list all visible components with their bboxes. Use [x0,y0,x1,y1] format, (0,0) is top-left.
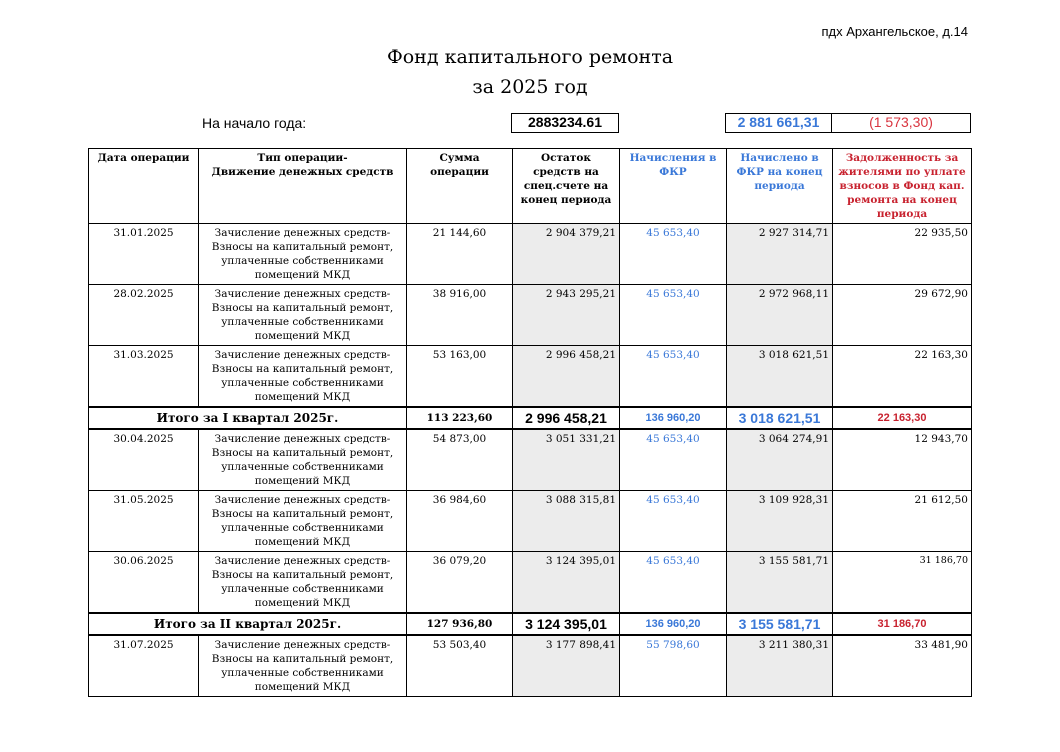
quarter-total-row [89,613,972,635]
cell-balance: 3 124 395,01 [513,552,620,614]
table-row [89,224,972,285]
cell-charge: 45 653,40 [620,346,727,408]
opening-accrued: 2 881 661,31 [726,114,832,132]
cell-sum: 38 916,00 [407,285,513,346]
cell-sum: 21 144,60 [407,224,513,285]
cell-accrued: 2 927 314,71 [727,224,833,285]
cell-charge: 45 653,40 [620,429,727,491]
cell-sum: 36 984,60 [407,491,513,552]
cell-charge: 55 798,60 [620,635,727,697]
cell-description: Зачисление денежных средств-Взносы на капитальный ремонт, уплаченные собственниками помещений МКД [199,224,407,285]
total-charge: 136 960,20 [620,407,727,429]
total-balance: 2 996 458,21 [513,407,620,429]
cell-accrued: 3 109 928,31 [727,491,833,552]
opening-debt: (1 573,30) [869,114,933,130]
col-header-charge: Начисления в ФКР [620,149,727,224]
ledger-table [88,148,972,697]
opening-label: На начало года: [202,115,307,131]
col-header-sum: Сумма операции [407,149,513,224]
table-header-row [89,149,972,224]
page-title: Фонд капитального ремонта [386,46,674,68]
cell-charge: 45 653,40 [620,224,727,285]
cell-debt: 22 163,30 [833,346,972,408]
cell-debt: 33 481,90 [833,635,972,697]
col-header-type-line1: Тип операции- [257,152,348,164]
cell-date: 30.06.2025 [89,552,199,614]
quarter-total-row [89,407,972,429]
total-balance: 3 124 395,01 [513,613,620,635]
cell-accrued: 2 972 968,11 [727,285,833,346]
total-debt: 22 163,30 [833,407,972,429]
total-sum: 127 936,80 [407,613,513,635]
cell-description: Зачисление денежных средств-Взносы на капитальный ремонт, уплаченные собственниками помещений МКД [199,429,407,491]
total-label: Итого за I квартал 2025г. [89,407,407,429]
address-label: пдх Архангельское, д.14 [821,24,968,39]
table-row [89,346,972,408]
cell-sum: 53 163,00 [407,346,513,408]
cell-debt: 31 186,70 [833,552,972,614]
cell-balance: 2 996 458,21 [513,346,620,408]
table-row [89,635,972,697]
cell-date: 31.03.2025 [89,346,199,408]
opening-balance-box: 2883234.61 [511,113,619,133]
col-header-accrued: Начислено в ФКР на конец периода [727,149,833,224]
total-accrued: 3 155 581,71 [727,613,833,635]
table-row [89,429,972,491]
cell-date: 28.02.2025 [89,285,199,346]
col-header-debt: Задолженность за жителями по уплате взносов в Фонд кап. ремонта на конец периода [833,149,972,224]
table-row [89,552,972,614]
cell-sum: 36 079,20 [407,552,513,614]
cell-debt: 22 935,50 [833,224,972,285]
cell-sum: 54 873,00 [407,429,513,491]
page-subtitle: за 2025 год [472,76,588,98]
col-header-type [199,149,407,224]
cell-date: 31.05.2025 [89,491,199,552]
cell-accrued: 3 155 581,71 [727,552,833,614]
cell-sum: 53 503,40 [407,635,513,697]
cell-debt: 12 943,70 [833,429,972,491]
total-sum: 113 223,60 [407,407,513,429]
cell-description: Зачисление денежных средств-Взносы на капитальный ремонт, уплаченные собственниками помещений МКД [199,285,407,346]
cell-charge: 45 653,40 [620,285,727,346]
cell-description: Зачисление денежных средств-Взносы на капитальный ремонт, уплаченные собственниками помещений МКД [199,491,407,552]
cell-balance: 3 088 315,81 [513,491,620,552]
table-row [89,491,972,552]
cell-accrued: 3 018 621,51 [727,346,833,408]
cell-debt: 21 612,50 [833,491,972,552]
cell-description: Зачисление денежных средств-Взносы на капитальный ремонт, уплаченные собственниками помещений МКД [199,552,407,614]
cell-balance: 3 177 898,41 [513,635,620,697]
cell-description: Зачисление денежных средств-Взносы на капитальный ремонт, уплаченные собственниками помещений МКД [199,635,407,697]
cell-date: 31.07.2025 [89,635,199,697]
cell-description: Зачисление денежных средств-Взносы на капитальный ремонт, уплаченные собственниками помещений МКД [199,346,407,408]
cell-balance: 2 943 295,21 [513,285,620,346]
cell-date: 31.01.2025 [89,224,199,285]
opening-accrued-box [725,113,971,133]
cell-charge: 45 653,40 [620,552,727,614]
table-row [89,285,972,346]
cell-accrued: 3 211 380,31 [727,635,833,697]
cell-date: 30.04.2025 [89,429,199,491]
col-header-type-line2: Движение денежных средств [211,166,394,178]
col-header-balance: Остаток средств на спец.счете на конец периода [513,149,620,224]
total-accrued: 3 018 621,51 [727,407,833,429]
total-debt: 31 186,70 [833,613,972,635]
cell-debt: 29 672,90 [833,285,972,346]
cell-accrued: 3 064 274,91 [727,429,833,491]
cell-balance: 2 904 379,21 [513,224,620,285]
total-label: Итого за II квартал 2025г. [89,613,407,635]
col-header-date: Дата операции [89,149,199,224]
total-charge: 136 960,20 [620,613,727,635]
cell-charge: 45 653,40 [620,491,727,552]
cell-balance: 3 051 331,21 [513,429,620,491]
